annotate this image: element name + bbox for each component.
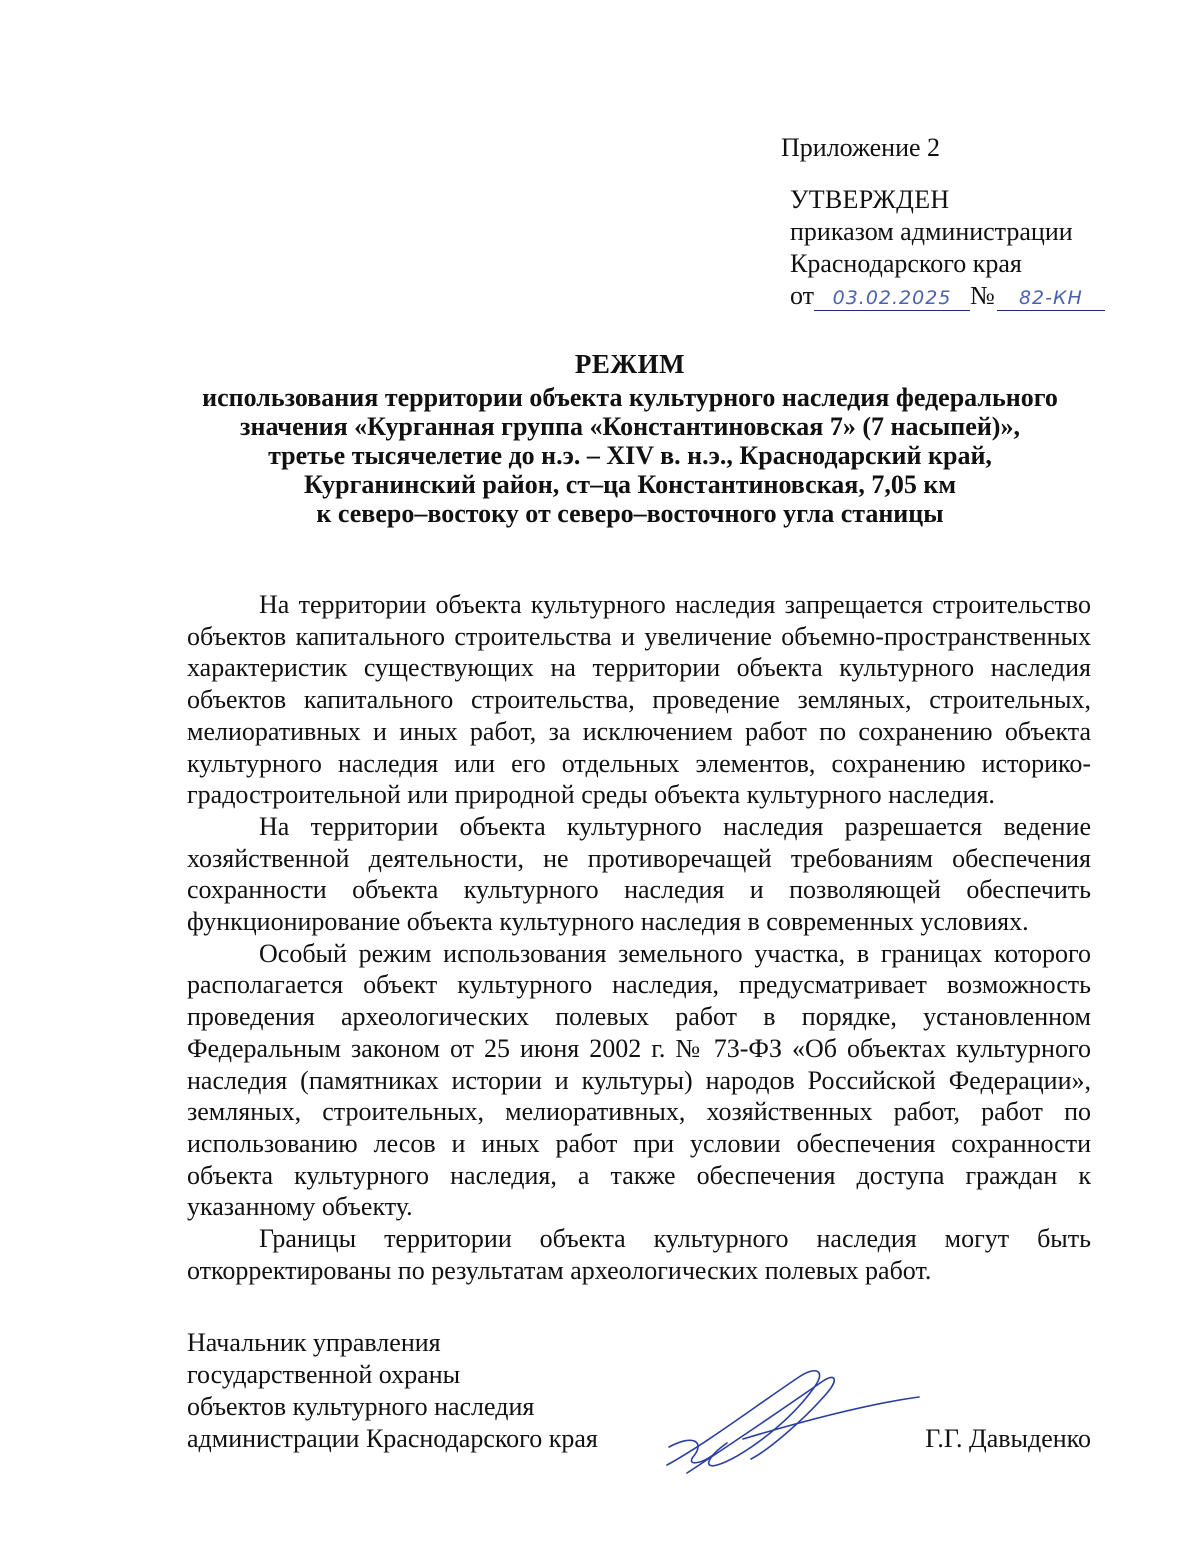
position-line: Начальник управления — [187, 1328, 441, 1357]
title-line: Курганинский район, ст–ца Константиновская, 7,05 км — [303, 470, 957, 499]
approval-stamp-block — [781, 132, 1105, 312]
order-reference — [790, 280, 1105, 312]
signature-block — [187, 1327, 1091, 1497]
body-paragraph: На территории объекта культурного наследия запрещается строительство объектов капитального строительства и увеличение объемно-пространственных характеристик существующих на территории объекта культурного наследия объектов капитального строительства, проведение земляных, строительных, мелиоративных и иных работ, за исключением работ по сохранению объекта культурного наследия или его отдельных элементов, сохранению историко-градостроительной или природной среды объекта культурного наследия. — [187, 590, 1091, 810]
order-line-2: Краснодарского края — [790, 249, 1022, 278]
order-number-handwritten: 82-КН — [997, 286, 1105, 311]
signatory-name: Г.Г. Давыденко — [925, 1424, 1091, 1453]
title-line: третье тысячелетие до н.э. – XIV в. н.э., Краснодарский край, — [268, 441, 992, 470]
title-line: использования территории объекта культурного наследия федерального — [202, 383, 1058, 412]
handwritten-signature — [647, 1347, 937, 1487]
approved-label: УТВЕРЖДЕН — [790, 185, 950, 214]
position-line: администрации Краснодарского края — [187, 1424, 598, 1453]
position-line: государственной охраны — [187, 1360, 461, 1389]
order-date-handwritten: 03.02.2025 — [814, 286, 970, 311]
date-prefix: от — [790, 281, 815, 310]
appendix-label: Приложение 2 — [781, 133, 941, 162]
body-paragraph: Особый режим использования земельного участка, в границах которого располагается объект культурного наследия, предусматривает возможность проведения археологических полевых работ в порядке, установленном Федеральным законом от 25 июня 2002 г. № 73-ФЗ «Об объектах культурного наследия (памятниках истории и культуры) народов Российской Федерации», земляных, строительных, мелиоративных, хозяйственных работ, работ по использованию лесов и иных работ при условии обеспечения сохранности объекта культурного наследия, а также обеспечения доступа граждан к указанному объекту. — [187, 938, 1091, 1222]
order-line-1: приказом администрации — [790, 217, 1073, 246]
title-line: к северо–востоку от северо–восточного угла станицы — [316, 499, 944, 528]
number-prefix: № — [970, 281, 995, 310]
position-line: объектов культурного наследия — [187, 1392, 535, 1421]
title-line: значения «Курганная группа «Константиновская 7» (7 насыпей)», — [240, 412, 1020, 441]
signatory-position — [187, 1327, 598, 1455]
body-paragraph: На территории объекта культурного наследия разрешается ведение хозяйственной деятельности, не противоречащей требованиям обеспечения сохранности объекта культурного наследия и позволяющей обеспечить функционирование объекта культурного наследия в современных условиях. — [187, 811, 1091, 937]
document-title — [180, 350, 1080, 528]
document-body — [187, 589, 1091, 1286]
body-paragraph: Границы территории объекта культурного наследия могут быть откорректированы по результатам археологических полевых работ. — [187, 1224, 1091, 1285]
title-main: РЕЖИМ — [574, 349, 686, 379]
